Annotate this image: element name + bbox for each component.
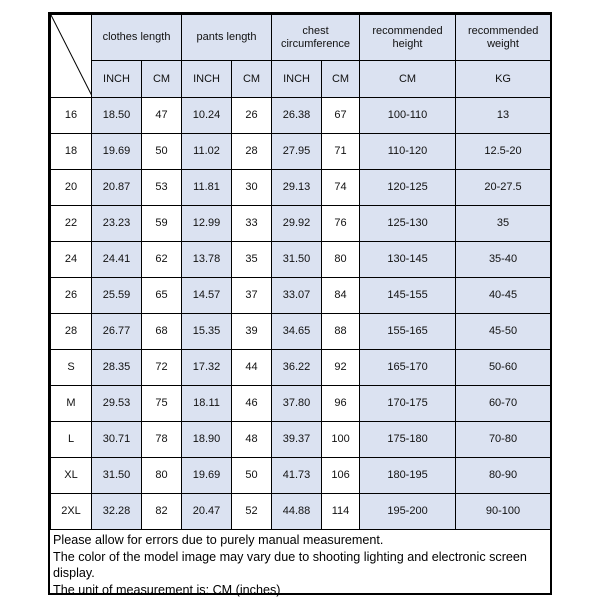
note-line: The color of the model image may vary due to shooting lighting and electronic screen display. [53, 549, 527, 580]
size-label-cell: 26 [51, 278, 92, 314]
table-cell: 30 [232, 170, 272, 206]
table-cell: 37 [232, 278, 272, 314]
table-cell: 11.02 [182, 134, 232, 170]
table-cell: 165-170 [360, 350, 456, 386]
table-cell: 10.24 [182, 98, 232, 134]
header-recommended-weight: recommended weight [456, 15, 551, 61]
table-cell: 52 [232, 494, 272, 530]
table-cell: 82 [142, 494, 182, 530]
table-cell: 12.5-20 [456, 134, 551, 170]
unit-header-cell: CM [142, 61, 182, 98]
table-cell: 76 [322, 206, 360, 242]
table-cell: 96 [322, 386, 360, 422]
table-cell: 31.50 [272, 242, 322, 278]
table-cell: 39.37 [272, 422, 322, 458]
table-cell: 71 [322, 134, 360, 170]
table-cell: 80 [322, 242, 360, 278]
table-cell: 45-50 [456, 314, 551, 350]
table-cell: 28 [232, 134, 272, 170]
unit-header-row [51, 61, 551, 98]
table-cell: 24.41 [92, 242, 142, 278]
table-cell: 36.22 [272, 350, 322, 386]
header-clothes-length: clothes length [92, 15, 182, 61]
table-cell: 41.73 [272, 458, 322, 494]
table-cell: 28.35 [92, 350, 142, 386]
table-cell: 14.57 [182, 278, 232, 314]
table-cell: 31.50 [92, 458, 142, 494]
header-pants-length: pants length [182, 15, 272, 61]
table-cell: 75 [142, 386, 182, 422]
table-row [51, 98, 551, 134]
size-chart-table [50, 14, 551, 530]
table-cell: 20.47 [182, 494, 232, 530]
table-cell: 19.69 [182, 458, 232, 494]
table-cell: 15.35 [182, 314, 232, 350]
table-row [51, 170, 551, 206]
table-cell: 34.65 [272, 314, 322, 350]
table-cell: 23.23 [92, 206, 142, 242]
size-label-cell: XL [51, 458, 92, 494]
table-cell: 68 [142, 314, 182, 350]
table-cell: 46 [232, 386, 272, 422]
table-cell: 47 [142, 98, 182, 134]
note-line: The unit of measurement is: CM (inches) [53, 582, 281, 597]
table-cell: 80 [142, 458, 182, 494]
table-cell: 30.71 [92, 422, 142, 458]
table-cell: 90-100 [456, 494, 551, 530]
table-cell: 35 [232, 242, 272, 278]
table-cell: 84 [322, 278, 360, 314]
table-row [51, 386, 551, 422]
table-cell: 18.11 [182, 386, 232, 422]
table-cell: 35-40 [456, 242, 551, 278]
table-cell: 18.90 [182, 422, 232, 458]
unit-header-cell: CM [322, 61, 360, 98]
table-row [51, 422, 551, 458]
table-cell: 180-195 [360, 458, 456, 494]
table-cell: 50-60 [456, 350, 551, 386]
table-cell: 25.59 [92, 278, 142, 314]
table-cell: 53 [142, 170, 182, 206]
table-cell: 100-110 [360, 98, 456, 134]
table-cell: 67 [322, 98, 360, 134]
table-cell: 29.13 [272, 170, 322, 206]
size-chart-sheet [48, 12, 552, 595]
table-cell: 29.53 [92, 386, 142, 422]
table-row [51, 350, 551, 386]
table-cell: 26.38 [272, 98, 322, 134]
size-label-cell: 16 [51, 98, 92, 134]
size-label-cell: S [51, 350, 92, 386]
table-cell: 110-120 [360, 134, 456, 170]
table-cell: 100 [322, 422, 360, 458]
table-cell: 44 [232, 350, 272, 386]
table-cell: 33 [232, 206, 272, 242]
table-cell: 13 [456, 98, 551, 134]
table-cell: 59 [142, 206, 182, 242]
table-cell: 65 [142, 278, 182, 314]
table-row [51, 242, 551, 278]
table-cell: 26 [232, 98, 272, 134]
table-cell: 18.50 [92, 98, 142, 134]
table-cell: 32.28 [92, 494, 142, 530]
size-label-cell: L [51, 422, 92, 458]
table-cell: 60-70 [456, 386, 551, 422]
table-cell: 44.88 [272, 494, 322, 530]
size-label-cell: 18 [51, 134, 92, 170]
unit-header-cell: KG [456, 61, 551, 98]
table-cell: 13.78 [182, 242, 232, 278]
size-label-cell: 24 [51, 242, 92, 278]
table-cell: 20-27.5 [456, 170, 551, 206]
unit-header-cell: INCH [92, 61, 142, 98]
table-cell: 39 [232, 314, 272, 350]
table-cell: 80-90 [456, 458, 551, 494]
table-cell: 106 [322, 458, 360, 494]
size-label-cell: 22 [51, 206, 92, 242]
table-row [51, 134, 551, 170]
table-cell: 120-125 [360, 170, 456, 206]
table-cell: 175-180 [360, 422, 456, 458]
table-cell: 130-145 [360, 242, 456, 278]
header-recommended-height: recommended height [360, 15, 456, 61]
table-cell: 17.32 [182, 350, 232, 386]
table-cell: 78 [142, 422, 182, 458]
table-cell: 37.80 [272, 386, 322, 422]
table-cell: 29.92 [272, 206, 322, 242]
notes-block [50, 530, 550, 598]
size-label-cell: 20 [51, 170, 92, 206]
table-cell: 12.99 [182, 206, 232, 242]
note-line: Please allow for errors due to purely manual measurement. [53, 533, 384, 547]
diagonal-divider-icon [51, 15, 92, 96]
table-cell: 70-80 [456, 422, 551, 458]
table-cell: 74 [322, 170, 360, 206]
size-label-cell: 28 [51, 314, 92, 350]
unit-header-cell: CM [232, 61, 272, 98]
table-cell: 114 [322, 494, 360, 530]
table-row [51, 314, 551, 350]
table-row [51, 278, 551, 314]
unit-header-cell: INCH [182, 61, 232, 98]
unit-header-cell: INCH [272, 61, 322, 98]
table-cell: 195-200 [360, 494, 456, 530]
table-cell: 88 [322, 314, 360, 350]
table-cell: 145-155 [360, 278, 456, 314]
table-cell: 62 [142, 242, 182, 278]
table-cell: 155-165 [360, 314, 456, 350]
table-row [51, 206, 551, 242]
size-label-cell: M [51, 386, 92, 422]
table-cell: 26.77 [92, 314, 142, 350]
table-cell: 19.69 [92, 134, 142, 170]
group-header-row [51, 15, 551, 61]
table-cell: 35 [456, 206, 551, 242]
table-cell: 170-175 [360, 386, 456, 422]
table-cell: 48 [232, 422, 272, 458]
table-cell: 50 [142, 134, 182, 170]
table-cell: 20.87 [92, 170, 142, 206]
unit-header-cell: CM [360, 61, 456, 98]
table-cell: 11.81 [182, 170, 232, 206]
size-label-cell: 2XL [51, 494, 92, 530]
table-cell: 125-130 [360, 206, 456, 242]
table-cell: 50 [232, 458, 272, 494]
table-cell: 27.95 [272, 134, 322, 170]
table-row [51, 458, 551, 494]
table-cell: 40-45 [456, 278, 551, 314]
table-cell: 72 [142, 350, 182, 386]
corner-cell [51, 15, 92, 98]
table-cell: 33.07 [272, 278, 322, 314]
header-chest-circumference: chest circumference [272, 15, 360, 61]
table-row [51, 494, 551, 530]
table-cell: 92 [322, 350, 360, 386]
